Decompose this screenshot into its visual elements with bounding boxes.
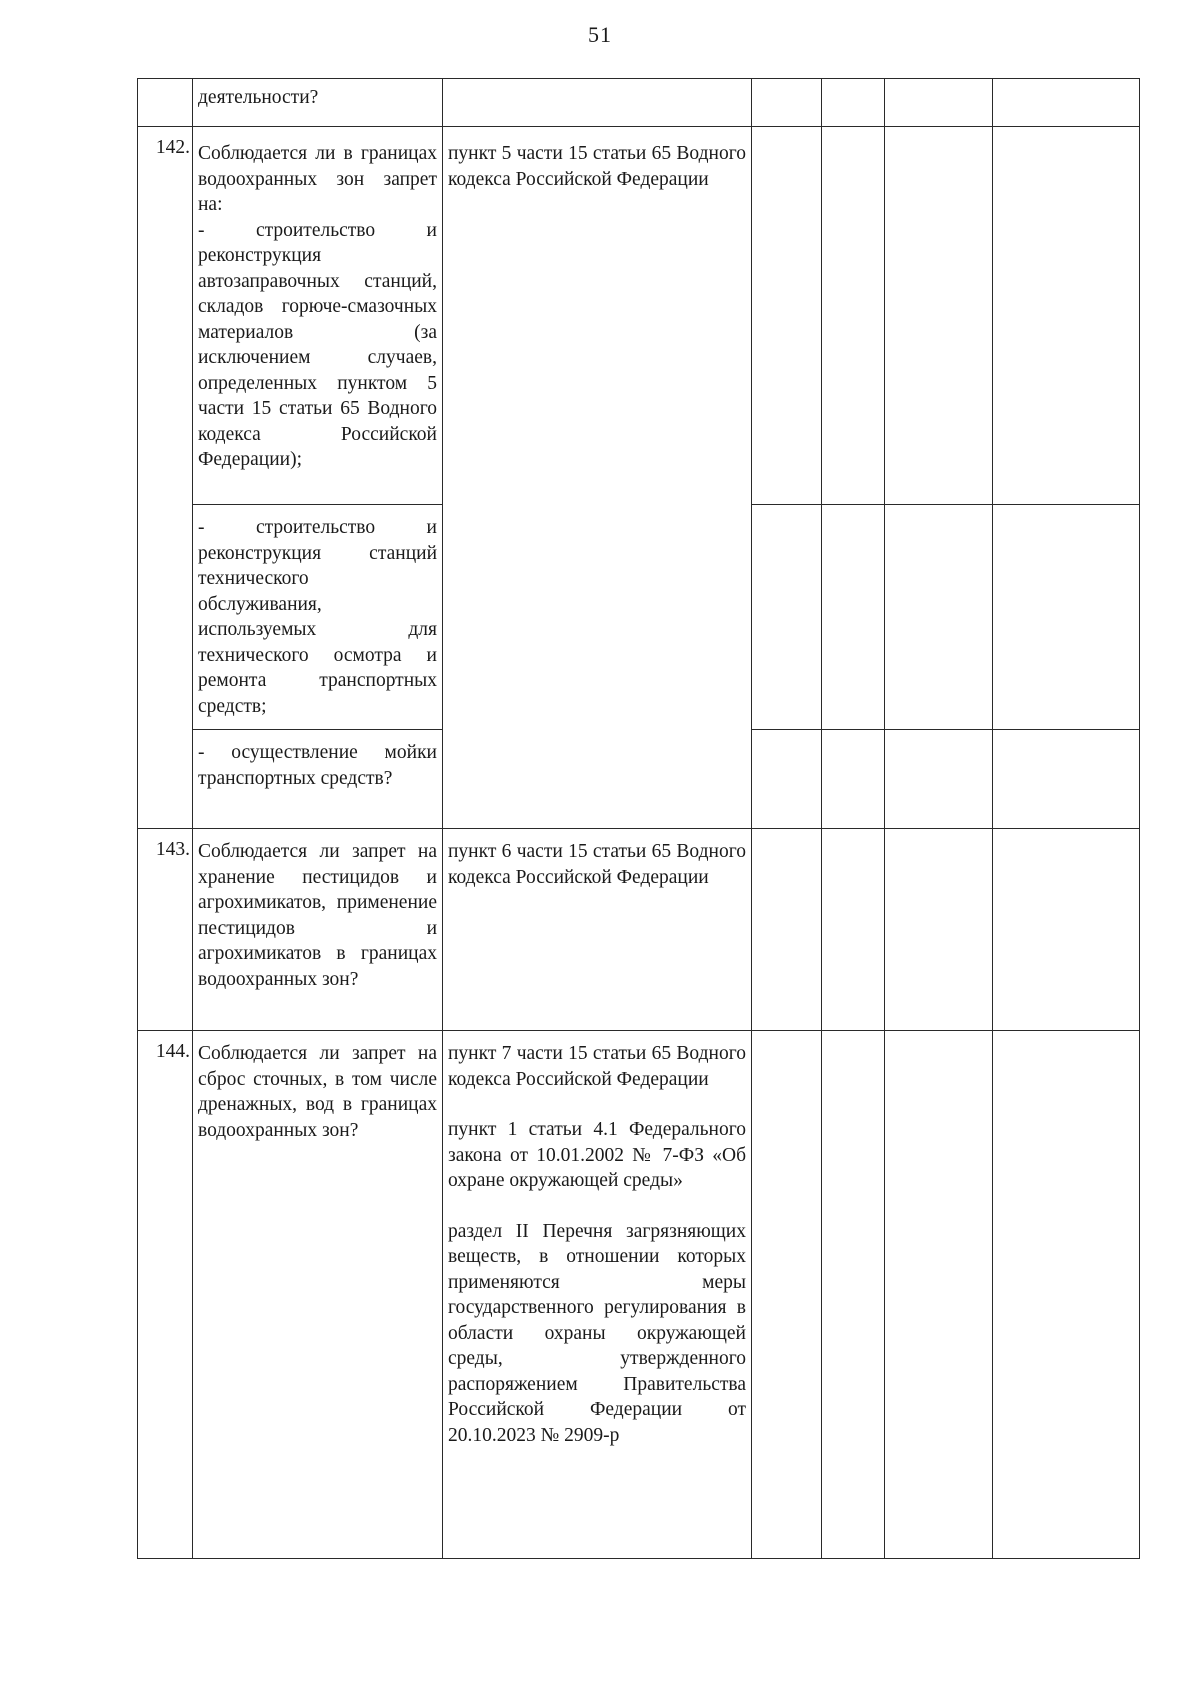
empty-cell <box>885 79 993 127</box>
question-text: - строительство и реконструкция станций технического обслуживания, используемых для технического осмотра и ремонта транспортных средств; <box>193 505 443 730</box>
table-row <box>138 1031 1140 1559</box>
table-row <box>138 127 1140 505</box>
legal-reference <box>443 79 752 127</box>
page-number: 51 <box>588 22 612 47</box>
legal-reference <box>443 127 752 829</box>
empty-cell <box>752 730 822 829</box>
empty-cell <box>993 1031 1140 1559</box>
reference-item: пункт 1 статьи 4.1 Федерального закона от 10.01.2002 № 7-ФЗ «Об охране окружающей среды» <box>448 1119 746 1191</box>
reference-item: пункт 6 части 15 статьи 65 Водного кодекса Российской Федерации <box>448 841 746 888</box>
question-text: деятельности? <box>193 79 443 127</box>
empty-cell <box>822 505 885 730</box>
reference-item: пункт 5 части 15 статьи 65 Водного кодекса Российской Федерации <box>448 143 746 190</box>
empty-cell <box>885 505 993 730</box>
row-number: 144. <box>138 1031 193 1559</box>
empty-cell <box>993 127 1140 505</box>
empty-cell <box>752 829 822 1031</box>
empty-cell <box>993 505 1140 730</box>
empty-cell <box>752 127 822 505</box>
reference-item: раздел II Перечня загрязняющих веществ, в отношении которых применяются меры государственного регулирования в области охраны окружающей среды, утвержденного распоряжением Правительства Российской Федерации от 20.10.2023 № 2909-р <box>448 1220 746 1446</box>
empty-cell <box>752 505 822 730</box>
empty-cell <box>993 79 1140 127</box>
empty-cell <box>752 79 822 127</box>
legal-reference <box>443 829 752 1031</box>
reference-item: пункт 7 части 15 статьи 65 Водного кодекса Российской Федерации <box>448 1043 746 1090</box>
empty-cell <box>885 127 993 505</box>
empty-cell <box>885 829 993 1031</box>
empty-cell <box>885 1031 993 1559</box>
empty-cell <box>885 730 993 829</box>
empty-cell <box>752 1031 822 1559</box>
table-row <box>138 79 1140 127</box>
row-number <box>138 79 193 127</box>
empty-cell <box>822 829 885 1031</box>
question-text: Соблюдается ли запрет на сброс сточных, в том числе дренажных, вод в границах водоохранных зон? <box>193 1031 443 1559</box>
empty-cell <box>822 1031 885 1559</box>
empty-cell <box>822 730 885 829</box>
empty-cell <box>993 730 1140 829</box>
row-number: 142. <box>138 127 193 829</box>
empty-cell <box>822 79 885 127</box>
checklist-table <box>137 78 1140 1559</box>
table-row <box>138 829 1140 1031</box>
empty-cell <box>993 829 1140 1031</box>
row-number: 143. <box>138 829 193 1031</box>
empty-cell <box>822 127 885 505</box>
question-text: Соблюдается ли в границах водоохранных зон запрет на: - строительство и реконструкция автозаправочных станций, складов горюче-смазочных материалов (за исключением случаев, определенных пунктом 5 части 15 статьи 65 Водного кодекса Российской Федерации); <box>193 127 443 505</box>
question-text: Соблюдается ли запрет на хранение пестицидов и агрохимикатов, применение пестицидов и агрохимикатов в границах водоохранных зон? <box>193 829 443 1031</box>
question-text: - осуществление мойки транспортных средств? <box>193 730 443 829</box>
legal-reference <box>443 1031 752 1559</box>
